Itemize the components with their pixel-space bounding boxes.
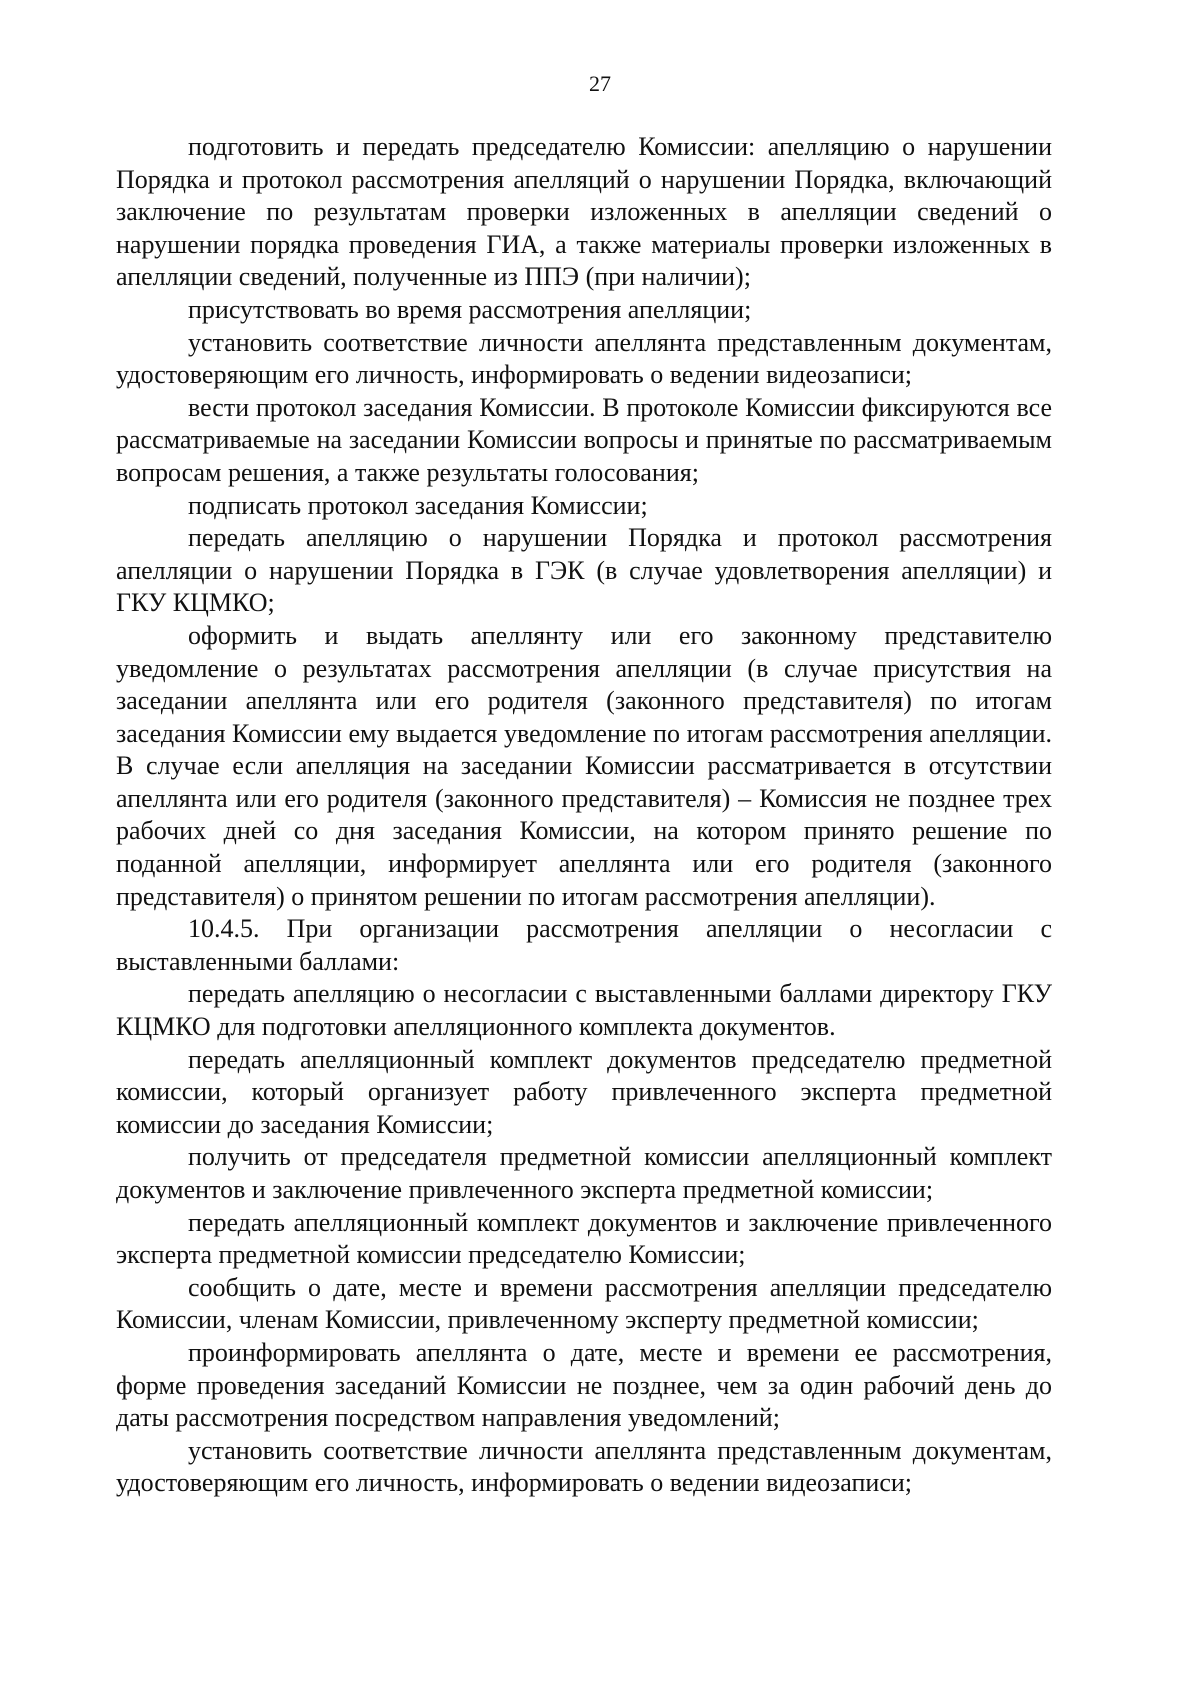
section-10-4-5-heading: 10.4.5. При организации рассмотрения апелляции о несогласии с выставленными баллами:	[116, 914, 1052, 976]
paragraph-attend-review: присутствовать во время рассмотрения апелляции;	[188, 294, 752, 324]
paragraph-keep-minutes: вести протокол заседания Комиссии. В протоколе Комиссии фиксируются все рассматриваемые на заседании Комиссии вопросы и принятые по рассматриваемым вопросам решения, а также результаты голосования;	[116, 392, 1052, 487]
paragraph-transfer-to-director: передать апелляцию о несогласии с выставленными баллами директору ГКУ КЦМКО для подготовки апелляционного комплекта документов.	[116, 979, 1052, 1042]
page-number: 27	[589, 71, 611, 96]
paragraph-submit-appeal-to-chairman: подготовить и передать председателю Комиссии: апелляцию о нарушении Порядка и протокол рассмотрения апелляций о нарушении Порядка, включающий заключение по результатам проверки изложенных в апелляции сведений о нарушении порядка проведения ГИА, а также материалы проверки изложенных в апелляции сведений, полученные из ППЭ (при наличии);	[116, 132, 1052, 292]
paragraph-sign-minutes: подписать протокол заседания Комиссии;	[188, 490, 648, 520]
paragraph-verify-identity-repeat: установить соответствие личности апеллянта представленным документам, удостоверяющим его личность, информировать о ведении видеозаписи;	[116, 1435, 1052, 1498]
document-body	[116, 131, 1052, 1500]
paragraph-transfer-to-commission-chairman: передать апелляционный комплект документов и заключение привлеченного эксперта предметной комиссии председателю Комиссии;	[116, 1207, 1052, 1270]
paragraph-receive-expert-conclusion: получить от председателя предметной комиссии апелляционный комплект документов и заключение привлеченного эксперта предметной комиссии;	[116, 1142, 1052, 1204]
paragraph-transfer-to-subject-chairman: передать апелляционный комплект документов председателю предметной комиссии, который организует работу привлеченного эксперта предметной комиссии до заседания Комиссии;	[116, 1044, 1052, 1139]
paragraph-transfer-to-gek: передать апелляцию о нарушении Порядка и протокол рассмотрения апелляции о нарушении Порядка в ГЭК (в случае удовлетворения апелляции) и ГКУ КЦМКО;	[116, 523, 1052, 618]
paragraph-issue-notification: оформить и выдать апеллянту или его законному представителю уведомление о результатах рассмотрения апелляции (в случае присутствия на заседании апеллянта или его родителя (законного представителя) по итогам заседания Комиссии ему выдается уведомление по итогам рассмотрения апелляции. В случае если апелляция на заседании Комиссии рассматривается в отсутствии апеллянта или его родителя (законного представителя) – Комиссия не позднее трех рабочих дней со дня заседания Комиссии, на котором принято решение по поданной апелляции, информирует апеллянта или его родителя (законного представителя) о принятом решении по итогам рассмотрения апелляции).	[116, 620, 1052, 911]
paragraph-inform-members: сообщить о дате, месте и времени рассмотрения апелляции председателю Комиссии, членам Комиссии, привлеченному эксперту предметной комиссии;	[116, 1272, 1052, 1335]
paragraph-inform-applicant: проинформировать апеллянта о дате, месте и времени ее рассмотрения, форме проведения заседаний Комиссии не позднее, чем за один рабочий день до даты рассмотрения посредством направления уведомлений;	[116, 1337, 1052, 1433]
paragraph-verify-identity: установить соответствие личности апеллянта представленным документам, удостоверяющим его личность, информировать о ведении видеозаписи;	[116, 327, 1052, 390]
